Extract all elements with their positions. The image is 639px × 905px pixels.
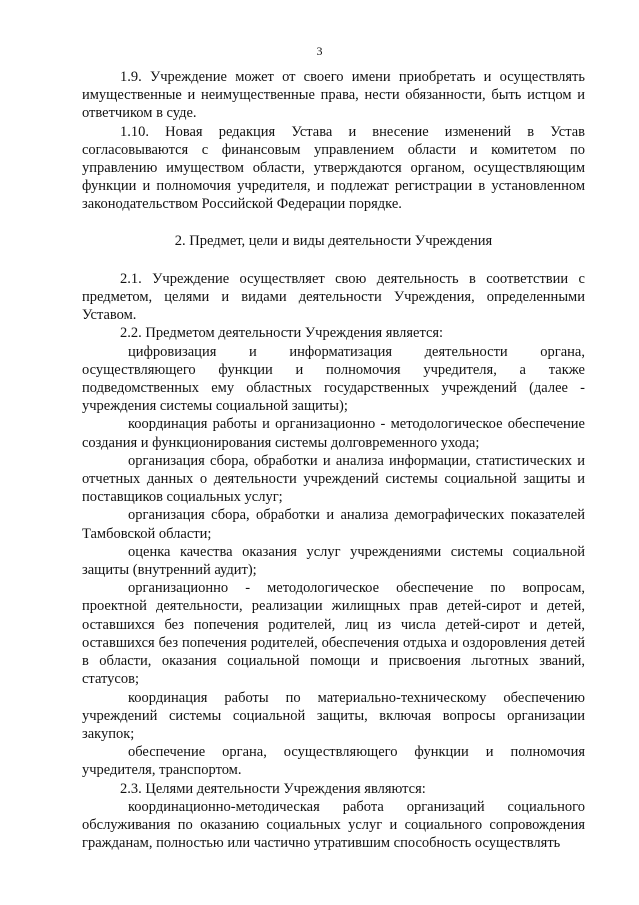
page-number: 3: [316, 44, 323, 58]
subject-item: координация работы и организационно - методологическое обеспечение создания и функционирования системы долговременного ухода;: [82, 416, 585, 451]
clause-2-2: 2.2. Предметом деятельности Учреждения является:: [120, 325, 444, 342]
subject-item: обеспечение органа, осуществляющего функции и полномочия учредителя, транспортом.: [82, 744, 585, 779]
subject-item: организация сбора, обработки и анализа информации, статистических и отчетных данных о деятельности учреждений системы социальной защиты и поставщиков социальных услуг;: [82, 452, 585, 506]
subject-item: организация сбора, обработки и анализа демографических показателей Тамбовской области;: [82, 507, 585, 542]
clause-1-9: 1.9. Учреждение может от своего имени приобретать и осуществлять имущественные и неимущественные права, нести обязанности, быть истцом и ответчиком в суде.: [82, 69, 585, 122]
clause-2-1: 2.1. Учреждение осуществляет свою деятельность в соответствии с предметом, целями и видами деятельности Учреждения, определенными Уставом.: [82, 270, 585, 324]
subject-item: организационно - методологическое обеспечение по вопросам, проектной деятельности, реализации жилищных прав детей-сирот и детей, оставшихся без попечения родителей, лиц из числа детей-сирот и детей, оставшихся без попечения родителей, обеспечения отдыха и оздоровления детей в области, оказания социальной помощи и присвоения льготных званий, статусов;: [82, 580, 585, 688]
subject-item: координация работы по материально-техническому обеспечению учреждений системы социальной защиты, включая вопросы организации закупок;: [82, 689, 585, 742]
clause-1-10: 1.10. Новая редакция Устава и внесение изменений в Устав согласовываются с финансовым управлением области и комитетом по управлению имуществом области, утверждаются органом, осуществляющим функции и полномочия учредителя, и подлежат регистрации в установленном законодательством Российской Федерации порядке.: [82, 123, 585, 213]
document-body: [82, 68, 585, 852]
clause-2-3: 2.3. Целями деятельности Учреждения являются:: [120, 780, 426, 797]
subject-item: цифровизация и информатизация деятельности органа, осуществляющего функции и полномочия учредителя, а также подведомственных ему областных государственных учреждений (далее - учреждения системы социальной защиты);: [82, 343, 585, 415]
goal-item: координационно-методическая работа организаций социального обслуживания по оказанию социальных услуг и социального сопровождения гражданам, полностью или частично утратившим способность осуществлять: [82, 798, 585, 852]
subject-item: оценка качества оказания услуг учреждениями системы социальной защиты (внутренний аудит);: [82, 543, 585, 579]
section-heading: 2. Предмет, цели и виды деятельности Учреждения: [174, 232, 493, 249]
